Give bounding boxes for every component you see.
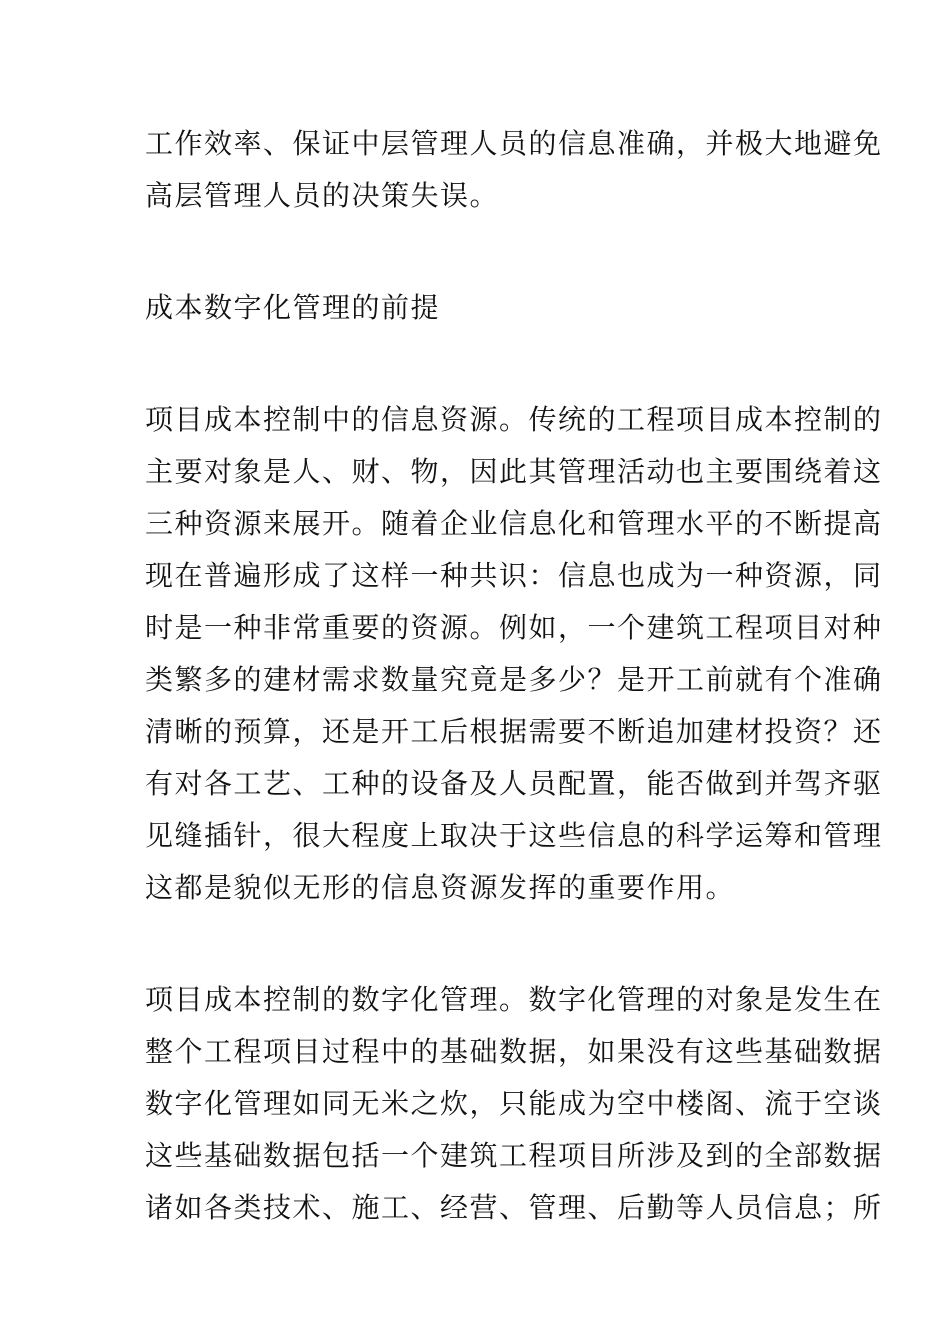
paragraph-information-resources: [145, 394, 883, 914]
section-heading: 成本数字化管理的前提: [145, 291, 441, 324]
text-line: 清晰的预算，还是开工后根据需要不断追加建材投资？还: [145, 715, 883, 748]
text-line: 类繁多的建材需求数量究竟是多少？是开工前就有个准确: [145, 663, 883, 696]
text-line: 项目成本控制的数字化管理。数字化管理的对象是发生在: [145, 983, 883, 1016]
text-line: 数字化管理如同无米之炊，只能成为空中楼阁、流于空谈: [145, 1087, 883, 1120]
paragraph-digital-management: [145, 974, 883, 1234]
text-line: 现在普遍形成了这样一种共识：信息也成为一种资源，同: [145, 559, 883, 592]
text-line: 三种资源来展开。随着企业信息化和管理水平的不断提高: [145, 507, 883, 540]
text-line: 主要对象是人、财、物，因此其管理活动也主要围绕着这: [145, 455, 883, 488]
text-line: 高层管理人员的决策失误。: [145, 179, 500, 212]
text-line: 诸如各类技术、施工、经营、管理、后勤等人员信息；所: [145, 1191, 883, 1224]
text-line: 有对各工艺、工种的设备及人员配置，能否做到并驾齐驱: [145, 767, 883, 800]
text-line: 这都是貌似无形的信息资源发挥的重要作用。: [145, 871, 736, 904]
paragraph-gap: [145, 914, 815, 974]
paragraph-intro: [145, 118, 883, 222]
text-line: 时是一种非常重要的资源。例如，一个建筑工程项目对种: [145, 611, 883, 644]
text-line: 整个工程项目过程中的基础数据，如果没有这些基础数据: [145, 1035, 883, 1068]
text-line: 项目成本控制中的信息资源。传统的工程项目成本控制的: [145, 403, 883, 436]
text-line: 这些基础数据包括一个建筑工程项目所涉及到的全部数据: [145, 1139, 883, 1172]
text-line: 工作效率、保证中层管理人员的信息准确，并极大地避免: [145, 127, 883, 160]
paragraph-gap: [145, 222, 815, 282]
text-line: 见缝插针，很大程度上取决于这些信息的科学运筹和管理: [145, 819, 883, 852]
paragraph-gap: [145, 334, 815, 394]
document-page: [145, 118, 883, 1234]
